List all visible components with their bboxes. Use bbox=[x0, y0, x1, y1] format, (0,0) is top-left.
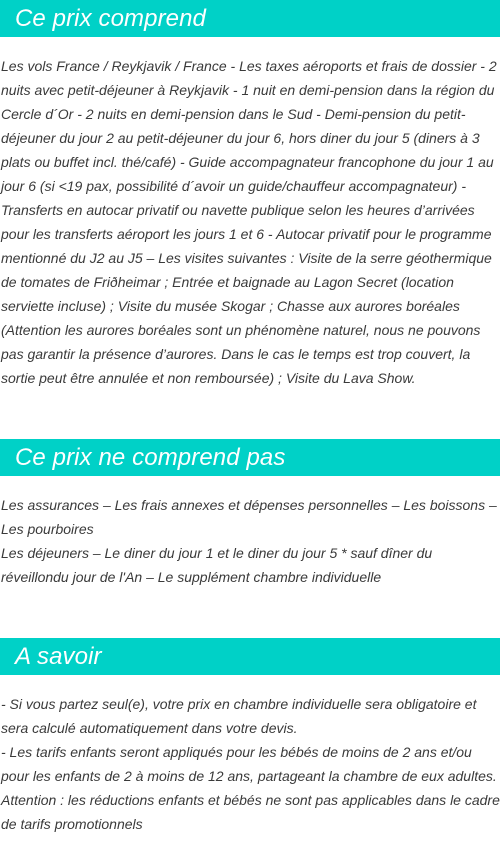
section-header bbox=[0, 439, 500, 476]
section-paragraph: - Les tarifs enfants seront appliqués pour les bébés de moins de 2 ans et/ou pour les enfants de 2 à moins de 12 ans, partageant la chambre de eux adultes. bbox=[1, 744, 497, 784]
section-header bbox=[0, 638, 500, 675]
section-header bbox=[0, 0, 500, 37]
section-paragraph: Les déjeuners – Le diner du jour 1 et le diner du jour 5 * sauf dîner du réveillondu jour de l'An – Le supplément chambre individuelle bbox=[1, 545, 433, 585]
section-body bbox=[0, 692, 500, 836]
section-a-savoir bbox=[0, 638, 500, 836]
section-body bbox=[0, 54, 500, 390]
section-paragraph: Les vols France / Reykjavik / France - Les taxes aéroports et frais de dossier - 2 nuits avec petit-déjeuner à Reykjavik - 1 nuit en demi-pension dans la région du Cercle d´Or - 2 nuits en demi-pension dans le Sud - Demi-pension du petit-déjeuner du jour 2 au petit-déjeuner du jour 6, hors diner du jour 5 (diners à 3 plats ou buffet incl. thé/café) - Guide accompagnateur francophone du jour 1 au jour 6 (si <19 pax, possibilité d´avoir un guide/chauffeur accompagnateur) - Transferts en autocar privatif ou navette publique selon les heures d’arrivées pour les transferts aéroport les jours 1 et 6 - Autocar privatif pour le programme mentionné du J2 au J5 – Les visites suivantes : Visite de la serre géothermique de tomates de Friðheimar ; Entrée et baignade au Lagon Secret (location serviette incluse) ; Visite du musée Skogar ; Chasse aux aurores boréales (Attention les aurores boréales sont un phénomène naturel, nous ne pouvons pas garantir la présence d’aurores. Dans le cas le temps est trop couvert, la sortie peut être annulée et non remboursée) ; Visite du Lava Show. bbox=[1, 58, 497, 386]
section-prix-ne-comprend bbox=[0, 439, 500, 589]
section-title: Ce prix ne comprend pas bbox=[15, 444, 286, 471]
section-title: Ce prix comprend bbox=[15, 5, 207, 32]
section-body bbox=[0, 493, 500, 589]
section-paragraph: - Si vous partez seul(e), votre prix en chambre individuelle sera obligatoire et sera calculé automatiquement dans votre devis. bbox=[1, 696, 477, 736]
section-prix-comprend bbox=[0, 0, 500, 390]
section-paragraph: Attention : les réductions enfants et bébés ne sont pas applicables dans le cadre de tarifs promotionnels bbox=[1, 792, 500, 832]
section-paragraph: Les assurances – Les frais annexes et dépenses personnelles – Les boissons – Les pourboires bbox=[1, 497, 497, 537]
section-title: A savoir bbox=[15, 643, 102, 670]
